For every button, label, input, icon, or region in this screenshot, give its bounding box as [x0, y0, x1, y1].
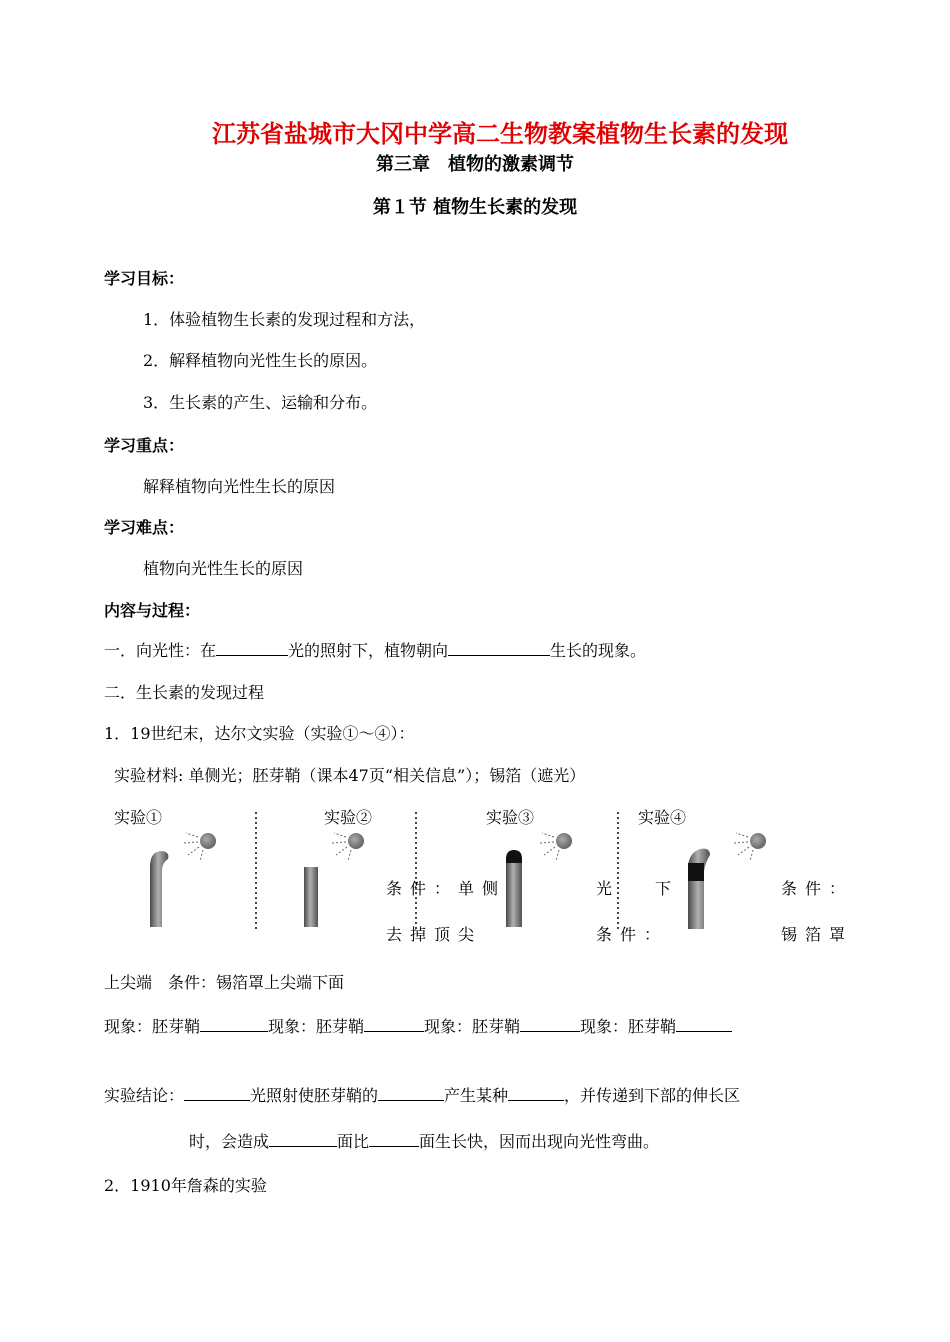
experiment-1-figure: [140, 825, 225, 930]
phenomena-label-2: 现象：胚芽鞘: [268, 1017, 365, 1036]
condition-3-line2: 条件：: [596, 925, 669, 944]
coleoptile-decapitated: [304, 867, 318, 927]
experiment-4-label: 实验④: [638, 808, 687, 827]
separator-1: [250, 812, 262, 932]
experiment-2-figure: [298, 825, 383, 930]
light-source-icon: [184, 833, 216, 861]
condition-3-light: 光: [596, 879, 613, 898]
phototropism-mid: 光的照射下，植物朝向: [288, 641, 449, 660]
blank-conclusion-1: [184, 1084, 250, 1101]
goal-item-2: 2．解释植物向光性生长的原因。: [143, 351, 378, 370]
phenomena-line: [104, 1014, 732, 1037]
phototropism-prefix: 一．向光性：在: [104, 641, 217, 660]
document-title: 江苏省盐城市大冈中学高二生物教案植物生长素的发现: [212, 120, 788, 148]
experiment-3-figure: [500, 825, 585, 930]
phototropism-line: [104, 638, 646, 661]
condition-continuation: 上尖端 条件：锡箔罩上尖端下面: [104, 973, 345, 992]
section-heading: 第１节 植物生长素的发现: [372, 197, 578, 218]
conclusion-prefix: 实验结论：: [104, 1086, 185, 1105]
blank-phenomenon-1: [200, 1015, 268, 1032]
experiment-4-figure: [682, 825, 772, 933]
light-source-icon: [734, 833, 766, 861]
conclusion-line2-mid: 面比: [337, 1132, 370, 1151]
phenomena-label-3: 现象：胚芽鞘: [424, 1017, 521, 1036]
jensen-title: 2．1910年詹森的实验: [104, 1176, 267, 1195]
experiment-2-label: 实验②: [324, 808, 373, 827]
key-points-text: 解释植物向光性生长的原因: [143, 477, 336, 496]
process-heading: 内容与过程：: [104, 601, 201, 620]
difficulty-text: 植物向光性生长的原因: [143, 559, 304, 578]
blank-conclusion-3: [508, 1084, 564, 1101]
conclusion-line2-prefix: 时，会造成: [189, 1132, 270, 1151]
blank-phenomenon-2: [364, 1015, 424, 1032]
conclusion-p3: ，并传递到下部的伸长区: [564, 1086, 741, 1105]
conclusion-p2: 产生某种: [444, 1086, 509, 1105]
conclusion-line2-suffix: 面生长快，因而出现向光性弯曲。: [419, 1132, 660, 1151]
blank-conclusion-5: [369, 1130, 419, 1147]
materials-line: 实验材料: 单侧光；胚芽鞘（课本47页“相关信息”）；锡箔（遮光）: [114, 766, 586, 785]
separator-2: [410, 812, 422, 932]
coleoptile-bent: [150, 851, 168, 927]
chapter-heading: 第三章 植物的激素调节: [376, 154, 574, 175]
blank-conclusion-2: [378, 1084, 444, 1101]
goals-heading: 学习目标：: [104, 269, 185, 288]
separator-3: [612, 812, 624, 932]
discovery-title: 二．生长素的发现过程: [104, 683, 265, 702]
conclusion-p1: 光照射使胚芽鞘的: [250, 1086, 379, 1105]
darwin-title: 1．19世纪末，达尔文实验（实验①～④）：: [104, 724, 415, 743]
condition-3-under: 下: [655, 879, 672, 898]
blank-conclusion-4: [269, 1130, 337, 1147]
difficulty-heading: 学习难点：: [104, 518, 185, 537]
goal-item-1: 1．体验植物生长素的发现过程和方法，: [143, 310, 426, 329]
condition-4-line2: 锡箔罩: [781, 925, 854, 944]
conclusion-line-2: [189, 1129, 659, 1152]
condition-2-line1: 条件：单侧: [386, 879, 507, 898]
key-points-heading: 学习重点：: [104, 436, 185, 455]
condition-2-line2: 去掉顶尖: [386, 925, 483, 944]
goal-item-3: 3．生长素的产生、运输和分布。: [143, 393, 378, 412]
phenomena-label-1: 现象：胚芽鞘: [104, 1017, 201, 1036]
tinfoil-cap: [506, 850, 522, 863]
light-source-icon: [540, 833, 572, 861]
blank-phenomenon-4: [676, 1015, 732, 1032]
phenomena-label-4: 现象：胚芽鞘: [580, 1017, 677, 1036]
coleoptile-bent: [688, 849, 710, 929]
experiment-3-label: 实验③: [486, 808, 535, 827]
conclusion-line-1: [104, 1083, 740, 1106]
blank-direction: [448, 639, 550, 656]
phototropism-suffix: 生长的现象。: [550, 641, 647, 660]
experiment-1-label: 实验①: [114, 808, 163, 827]
condition-4-line1: 条件：: [781, 879, 854, 898]
tinfoil-sleeve: [688, 863, 704, 881]
light-source-icon: [332, 833, 364, 861]
blank-light-type: [216, 639, 288, 656]
blank-phenomenon-3: [520, 1015, 580, 1032]
